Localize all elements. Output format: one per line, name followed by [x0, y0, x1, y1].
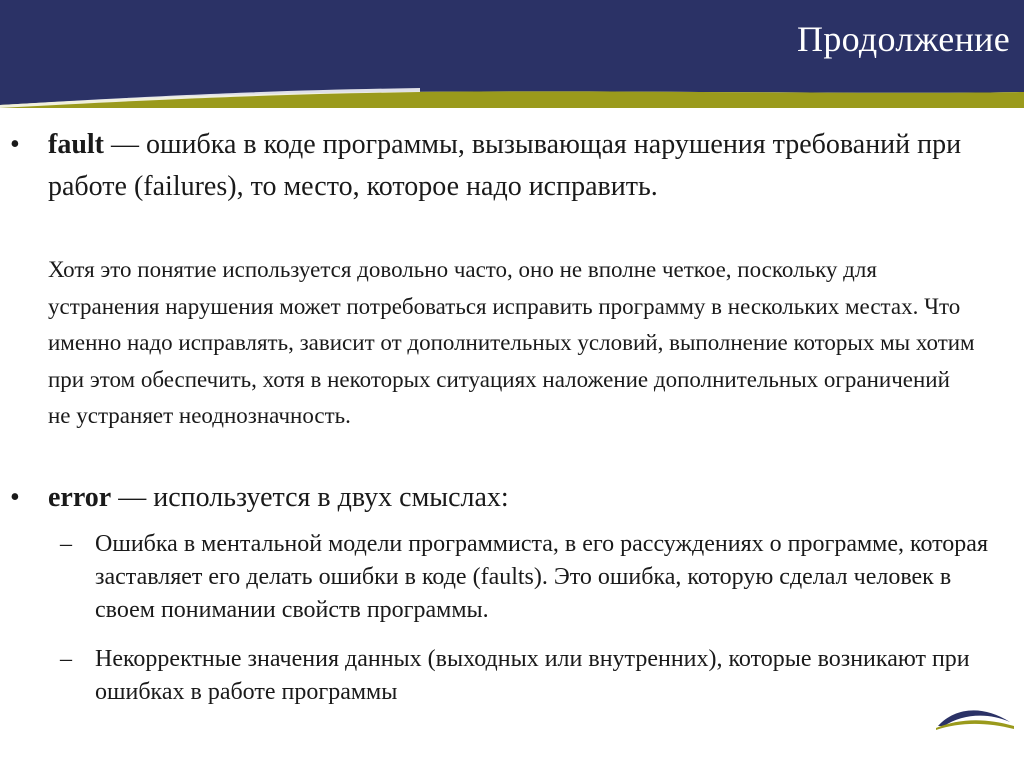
- swoosh-logo-icon: [936, 702, 1014, 730]
- dash-marker: –: [60, 646, 72, 672]
- fault-definition-text: — ошибка в коде программы, вызывающая нарушения требований при работе (failures), то место, которое надо исправить.: [48, 129, 962, 202]
- fault-note: Хотя это понятие используется довольно часто, оно не вполне четкое, поскольку для устранения нарушения может потребоваться исправить программу в нескольких местах. Что именно надо исправлять, зависит от дополнительных условий, выполнение которых мы хотим при этом обеспечить, хотя в некоторых ситуациях наложение дополнительных ограничений не устраняет неоднозначность.: [48, 257, 975, 428]
- error-term: error: [48, 482, 112, 513]
- error-definition-text: — используется в двух смыслах:: [111, 482, 509, 513]
- bullet-marker: •: [10, 482, 20, 513]
- slide-title: Продолжение: [797, 19, 1010, 59]
- bullet-marker: •: [10, 129, 20, 160]
- dash-marker: –: [60, 531, 72, 557]
- error-subitem-1: Ошибка в ментальной модели программиста, в его рассуждениях о программе, которая заставляет его делать ошибки в коде (faults). Это ошибка, которую сделал человек в своем понимании свойств программы.: [95, 531, 988, 623]
- error-definition: [48, 477, 988, 519]
- error-subitem-2: Некорректные значения данных (выходных или внутренних), которые возникают при ошибках в работе программы: [95, 646, 970, 705]
- fault-term: fault: [48, 129, 104, 160]
- fault-definition: [48, 124, 988, 208]
